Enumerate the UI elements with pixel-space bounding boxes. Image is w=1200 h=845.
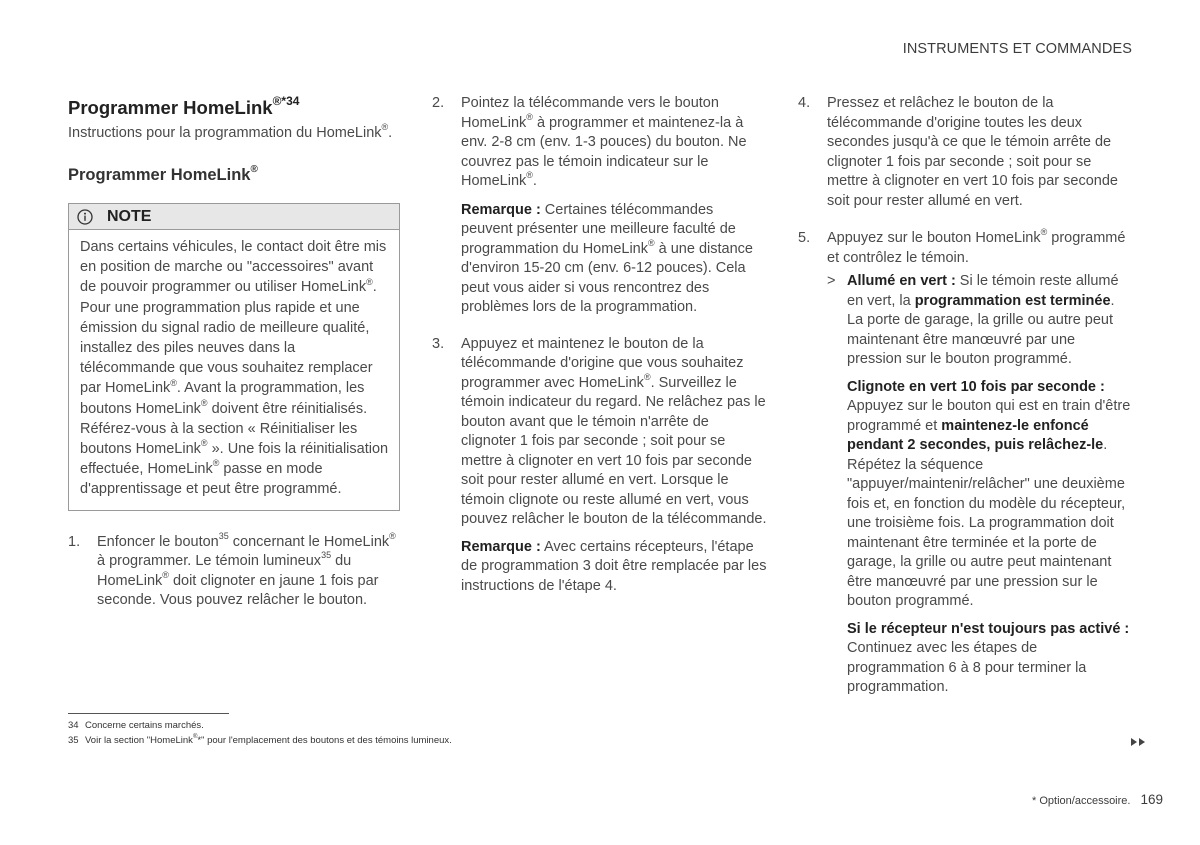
step-number: 3. xyxy=(432,335,445,352)
info-circle-icon xyxy=(77,209,93,225)
column-2 xyxy=(432,94,767,596)
step-number: 5. xyxy=(798,230,811,246)
step-5 xyxy=(798,229,1133,268)
option-footnote: * Option/accessoire. xyxy=(1032,795,1131,807)
step-text: Enfoncer le bouton$^{35}$ concernant le HomeLink® à programmer. Le témoin lumineux$^{35}$ du HomeLink® doit clignoter en jaune 1 fois par seconde. Vous pouvez relâcher le bouton. xyxy=(97,530,396,609)
footnote-35 xyxy=(68,733,452,748)
step-text: Pointez la télécommande vers le bouton HomeLink® à programmer et maintenez-la à env. 2-8 cm (env. 1-3 pouces) du bouton. Ne couvrez pas le témoin indicateur sur le HomeLink®. xyxy=(461,95,747,189)
result-arrow: > xyxy=(827,273,836,289)
footnote-34 xyxy=(68,718,452,733)
double-triangle-right-icon xyxy=(1130,737,1146,747)
section-header: INSTRUMENTS ET COMMANDES xyxy=(902,41,1132,57)
column-1 xyxy=(68,94,403,611)
intro-text: Instructions pour la programmation du HomeLink®. xyxy=(68,122,393,141)
not-activated-para: Si le récepteur n'est toujours pas activé : Continuez avec les étapes de programmation 6 à 8 pour terminer la programmation. xyxy=(847,620,1130,695)
step-3-remark: Remarque : Avec certains récepteurs, l'étape de programmation 3 doit être remplacée par les instructions de l'étape 4. xyxy=(461,538,767,594)
step-number: 2. xyxy=(432,95,445,111)
step-2 xyxy=(432,94,767,192)
step-text: Appuyez sur le bouton HomeLink® programmé et contrôlez le témoin. xyxy=(827,227,1126,266)
note-box xyxy=(68,203,400,511)
step-number: 1. xyxy=(68,533,81,550)
blinking-green-para: Clignote en vert 10 fois par seconde : Appuyez sur le bouton qui est en train d'être programmé et maintenez-le enfoncé pendant 2 secondes, puis relâchez-le. Répétez la séquence "appuyer/maintenir/relâcher" une deuxième fois et, en fonction du modèle du récepteur, une troisième fois. La programmation doit maintenant être terminée et la porte de garage, la grille ou autre peut maintenant être manœuvré par une pression sur le bouton programmé. xyxy=(847,378,1131,609)
note-header xyxy=(69,204,399,230)
step-3 xyxy=(432,335,767,530)
note-body: Dans certains véhicules, le contact doit être mis en position de marche ou "accessoires" avant de pouvoir programmer ou utiliser HomeLink®. Pour une programmation plus rapide et une émission du signal radio de meilleure qualité, installez des piles neuves dans la télécommande que vous souhaitez remplacer par HomeLink®. Avant la programmation, les boutons HomeLink® doivent être réinitialisés. Référez-vous à la section « Réinitialiser les boutons HomeLink® ». Une fois la réinitialisation effectuée, HomeLink® passe en mode d'apprentissage et peut être programmé. xyxy=(80,239,389,498)
footnote-text: Voir la section "HomeLink®*" pour l'emplacement des boutons et des témoins lumineux. xyxy=(85,733,452,746)
footnote-text: Concerne certains marchés. xyxy=(85,720,204,731)
footnotes xyxy=(68,718,452,748)
column-3 xyxy=(798,94,1133,698)
footnote-divider xyxy=(68,713,229,714)
page-number: 169 xyxy=(1140,792,1163,807)
step-text: Pressez et relâchez le bouton de la télécommande d'origine toutes les deux secondes jusqu'à ce que le témoin arrête de clignoter 1 fois par seconde ; soit pour se mettre à clignoter en vert 10 fois par seconde soit pour rester allumé en vert. xyxy=(827,95,1118,209)
section-subtitle: Programmer HomeLink® xyxy=(68,164,258,184)
step-5-result xyxy=(827,272,1133,370)
step-text: Appuyez et maintenez le bouton de la télécommande d'origine que vous souhaitez programmer avec HomeLink®. Surveillez le témoin indicateur du regard. Ne relâchez pas le bouton avant que le témoin n'arrête de clignoter 1 fois par seconde ; soit pour se mettre à clignoter en vert 10 fois par seconde soit pour rester allumé en vert. Lorsque le témoin clignote ou reste allumé en vert, vous pouvez relâcher le bouton de la télécommande. xyxy=(461,335,767,527)
step-2-remark: Remarque : Certaines télécommandes peuvent présenter une meilleure faculté de programmation du HomeLink® à une distance d'environ 15-20 cm (env. 6-12 pouces). Cela peut vous aider si vous rencontrez des problèmes lors de la programmation. xyxy=(461,201,753,315)
page-footer xyxy=(1032,792,1163,807)
step-4 xyxy=(798,94,1133,211)
step-number: 4. xyxy=(798,95,811,111)
note-label: NOTE xyxy=(107,207,152,225)
footnote-number: 34 xyxy=(68,720,79,731)
step-1 xyxy=(68,530,403,611)
page-title: Programmer HomeLink$^{®*34}$ xyxy=(68,93,300,118)
footnote-number: 35 xyxy=(68,735,79,746)
result-text: Allumé en vert : Si le témoin reste allumé en vert, la programmation est terminée. La porte de garage, la grille ou autre peut maintenant être manœuvré par une pression sur le bouton programmé. xyxy=(847,273,1119,367)
